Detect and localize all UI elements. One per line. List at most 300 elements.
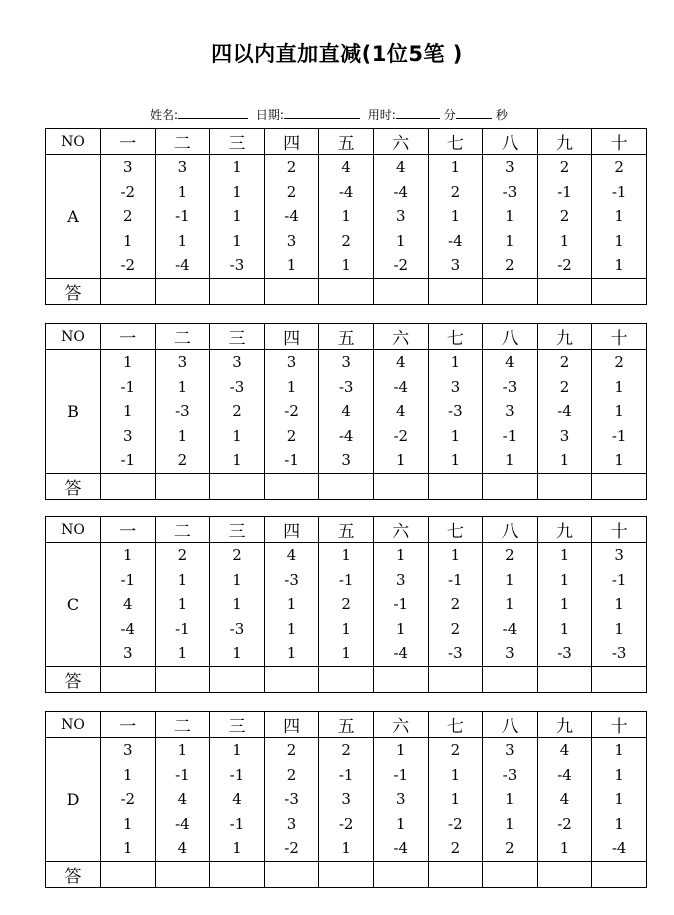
addend: 1 [232,207,242,226]
addend: 3 [450,377,461,396]
addend: 4 [232,790,242,809]
addend: 2 [450,839,461,858]
addend: 1 [177,426,188,445]
addend: 2 [286,182,297,201]
addend: 1 [614,765,624,784]
addend: 4 [286,546,297,565]
addend: -2 [120,256,136,275]
addend: 3 [505,644,515,663]
addend: 3 [123,426,133,445]
addend: 3 [341,451,351,470]
addend: 1 [614,207,624,226]
problem-cell [155,543,210,667]
column-header: 九 [537,129,592,155]
problem-cell [264,350,319,474]
problem-cell [373,350,428,474]
addend: 1 [341,546,351,565]
problem-cell [428,350,483,474]
page-title: 四以内直加直减(1位5笔 ) [211,42,463,66]
problem-cell [264,543,319,667]
addend: 1 [559,546,570,565]
name-label: 姓名: [150,108,179,122]
addend: -1 [229,814,245,833]
addend: 1 [614,741,624,760]
column-header: 八 [483,517,538,543]
addend: -4 [393,839,409,858]
answer-cell[interactable] [319,667,374,693]
date-field[interactable] [284,107,360,119]
addend: 1 [505,231,515,250]
column-header: 二 [155,129,210,155]
addend: 2 [177,546,188,565]
addend: -2 [120,790,136,809]
addend: -4 [393,377,409,396]
addend: 2 [450,595,461,614]
addend: 3 [123,644,133,663]
addend: 1 [232,644,242,663]
addend: 2 [614,353,624,372]
answer-cell[interactable] [101,862,156,888]
addend: 1 [505,595,515,614]
addend: -3 [284,790,299,809]
addend: 3 [286,814,297,833]
answer-cell[interactable] [210,667,265,693]
addend: 4 [395,353,406,372]
answer-cell[interactable] [537,279,592,305]
addend: -1 [448,570,463,589]
addend: 1 [450,426,461,445]
addend: -1 [393,595,409,614]
addend: 4 [123,595,133,614]
column-header: 六 [373,712,428,738]
addend: 1 [341,256,351,275]
addend: 3 [177,158,188,177]
column-header: 十 [592,712,647,738]
answer-cell[interactable] [210,862,265,888]
header-row [46,129,647,155]
column-header: 十 [592,129,647,155]
addend: -3 [502,765,518,784]
addend: 1 [177,231,188,250]
addend: -4 [393,182,409,201]
column-header: 一 [101,517,156,543]
addend: 3 [341,353,351,372]
answer-cell[interactable] [264,862,319,888]
column-header: 七 [428,324,483,350]
addend: -1 [393,765,409,784]
addend: -3 [338,377,354,396]
no-header: NO [46,129,101,155]
addend: 4 [505,353,515,372]
addend: -1 [120,570,136,589]
addend: 1 [505,570,515,589]
addend: -1 [338,570,354,589]
addend: 1 [123,546,133,565]
addend: -4 [502,619,518,638]
answer-cell[interactable] [428,279,483,305]
addend: 2 [559,207,570,226]
addend: -3 [448,644,463,663]
column-header: 四 [264,712,319,738]
no-header: NO [46,517,101,543]
addend: 1 [341,619,351,638]
addend: 2 [450,182,461,201]
seconds-label: 秒 [495,108,508,122]
addend: 1 [450,790,461,809]
addend: 2 [286,741,297,760]
addend: -3 [502,377,518,396]
addend: 3 [395,790,406,809]
problems-row [46,350,647,474]
answer-cell[interactable] [373,667,428,693]
answer-cell[interactable] [373,862,428,888]
answer-cell[interactable] [319,279,374,305]
addend: 1 [559,451,570,470]
addend: -2 [557,814,572,833]
addend: 1 [614,451,624,470]
addend: 2 [559,377,570,396]
group-label: C [46,543,101,667]
answer-cell[interactable] [155,279,210,305]
addend: 2 [505,839,515,858]
addend: 1 [232,570,242,589]
column-header: 四 [264,129,319,155]
problem-cell [373,543,428,667]
column-header: 五 [319,712,374,738]
answer-cell[interactable] [537,862,592,888]
addend: -3 [284,570,299,589]
addend: 1 [123,402,133,421]
column-header: 二 [155,324,210,350]
addend: 2 [232,402,242,421]
addend: 1 [559,839,570,858]
addend: 1 [232,839,242,858]
answer-cell[interactable] [319,474,374,500]
column-header: 十 [592,517,647,543]
column-header: 三 [210,129,265,155]
column-header: 三 [210,324,265,350]
addend: 1 [614,231,624,250]
answer-cell[interactable] [537,474,592,500]
problems-row [46,155,647,279]
answer-cell[interactable] [428,474,483,500]
addend: -3 [611,644,627,663]
column-header: 三 [210,712,265,738]
problem-cell [264,155,319,279]
addend: 1 [232,158,242,177]
answer-cell[interactable] [264,279,319,305]
group-label: B [46,350,101,474]
addend: -2 [338,814,354,833]
addend: 3 [177,353,188,372]
addend: -4 [284,207,299,226]
addend: 1 [123,814,133,833]
answer-row [46,279,647,305]
addend: -3 [229,377,245,396]
answer-cell[interactable] [101,474,156,500]
column-header: 一 [101,129,156,155]
problem-cell [210,155,265,279]
problem-cell [101,738,156,862]
addend: -1 [284,451,299,470]
problem-cell [210,738,265,862]
problem-cell [319,350,374,474]
group-label: A [46,155,101,279]
problems-row [46,738,647,862]
answer-label: 答 [46,667,101,693]
answer-cell[interactable] [264,667,319,693]
addend: 1 [395,741,406,760]
addend: 1 [450,546,461,565]
problem-cell [210,543,265,667]
addend: -4 [393,644,409,663]
addend: 1 [450,451,461,470]
time-label: 用时: [367,108,396,122]
addend: -2 [557,256,572,275]
name-field[interactable] [178,107,248,119]
problem-cell [592,350,647,474]
addend: 2 [505,256,515,275]
addend: 1 [505,451,515,470]
answer-row [46,862,647,888]
addend: 1 [614,402,624,421]
addend: -3 [557,644,572,663]
addend: 2 [232,546,242,565]
addend: 1 [505,814,515,833]
addend: 3 [559,426,570,445]
addend: 1 [177,377,188,396]
addend: 1 [614,595,624,614]
problem-cell [537,155,592,279]
addend: 3 [123,158,133,177]
addend: 1 [559,570,570,589]
addend: -4 [120,619,136,638]
addend: -3 [175,402,190,421]
addend: 1 [395,619,406,638]
addend: 1 [614,619,624,638]
answer-cell[interactable] [483,474,538,500]
problem-cell [210,350,265,474]
addend: 3 [232,353,242,372]
addend: 2 [286,765,297,784]
addend: 1 [614,790,624,809]
addend: 3 [395,207,406,226]
column-header: 八 [483,324,538,350]
date-label: 日期: [255,108,284,122]
column-header: 二 [155,517,210,543]
addend: 1 [232,182,242,201]
addend: 1 [123,839,133,858]
addend: 1 [614,256,624,275]
addend: -2 [284,402,299,421]
addend: 1 [123,765,133,784]
column-header: 五 [319,324,374,350]
answer-label: 答 [46,862,101,888]
answer-cell[interactable] [101,279,156,305]
addend: -1 [502,426,518,445]
problem-cell [483,738,538,862]
addend: 4 [559,790,570,809]
column-header: 一 [101,712,156,738]
column-header: 四 [264,324,319,350]
answer-cell[interactable] [592,667,647,693]
addend: 1 [232,595,242,614]
answer-cell[interactable] [483,667,538,693]
column-header: 八 [483,129,538,155]
addend: 1 [614,377,624,396]
seconds-field[interactable] [456,107,492,119]
column-header: 一 [101,324,156,350]
addend: -4 [611,839,627,858]
answer-cell[interactable] [483,862,538,888]
problem-cell [428,155,483,279]
addend: -3 [502,182,518,201]
addend: -1 [611,426,627,445]
problem-cell [537,350,592,474]
answer-cell[interactable] [210,279,265,305]
problem-cell [101,543,156,667]
addend: -2 [448,814,463,833]
column-header: 五 [319,129,374,155]
addend: 1 [286,377,297,396]
answer-cell[interactable] [537,667,592,693]
addend: 2 [559,353,570,372]
answer-row [46,667,647,693]
addend: 1 [232,741,242,760]
problem-cell [319,738,374,862]
problems-row [46,543,647,667]
answer-cell[interactable] [428,862,483,888]
answer-cell[interactable] [428,667,483,693]
addend: 1 [232,426,242,445]
answer-cell[interactable] [483,279,538,305]
addend: -1 [229,765,245,784]
column-header: 九 [537,324,592,350]
addend: 1 [232,231,242,250]
answer-cell[interactable] [373,474,428,500]
answer-cell[interactable] [155,474,210,500]
addend: 1 [177,570,188,589]
addend: -1 [175,207,190,226]
addend: 1 [232,451,242,470]
no-header: NO [46,712,101,738]
addend: 2 [341,231,351,250]
answer-cell[interactable] [592,862,647,888]
addend: 2 [450,741,461,760]
addend: 1 [123,353,133,372]
problem-table [45,323,647,500]
addend: -1 [120,451,136,470]
problem-table [45,516,647,693]
addend: 3 [505,402,515,421]
answer-cell[interactable] [155,667,210,693]
column-header: 六 [373,129,428,155]
problem-cell [319,543,374,667]
answer-cell[interactable] [592,279,647,305]
answer-cell[interactable] [264,474,319,500]
problem-cell [483,543,538,667]
addend: 2 [559,158,570,177]
problem-cell [428,543,483,667]
addend: 4 [177,790,188,809]
problem-cell [155,155,210,279]
addend: 1 [341,839,351,858]
addend: 2 [286,158,297,177]
problem-cell [101,350,156,474]
answer-cell[interactable] [592,474,647,500]
answer-cell[interactable] [101,667,156,693]
column-header: 六 [373,324,428,350]
addend: 2 [614,158,624,177]
addend: 1 [450,207,461,226]
addend: -2 [393,256,409,275]
problem-cell [155,738,210,862]
addend: -4 [557,402,572,421]
addend: 1 [286,256,297,275]
addend: 1 [505,790,515,809]
problem-cell [483,155,538,279]
addend: 1 [286,644,297,663]
addend: -4 [448,231,463,250]
addend: 1 [614,814,624,833]
problem-cell [428,738,483,862]
addend: 1 [341,207,351,226]
addend: 4 [341,158,351,177]
addend: 3 [286,231,297,250]
addend: 3 [286,353,297,372]
header-row [46,324,647,350]
answer-cell[interactable] [319,862,374,888]
addend: 2 [286,426,297,445]
column-header: 九 [537,517,592,543]
addend: -1 [611,182,627,201]
header-row [46,517,647,543]
minutes-field[interactable] [396,107,440,119]
column-header: 七 [428,517,483,543]
column-header: 九 [537,712,592,738]
no-header: NO [46,324,101,350]
addend: -4 [338,426,354,445]
addend: 3 [614,546,624,565]
addend: 3 [450,256,461,275]
addend: -2 [393,426,409,445]
addend: 3 [505,741,515,760]
problem-cell [373,738,428,862]
answer-cell[interactable] [373,279,428,305]
addend: -3 [229,619,245,638]
addend: 1 [286,619,297,638]
addend: 2 [341,741,351,760]
answer-cell[interactable] [155,862,210,888]
problem-cell [592,155,647,279]
addend: -1 [557,182,572,201]
addend: 1 [286,595,297,614]
column-header: 七 [428,712,483,738]
column-header: 三 [210,517,265,543]
column-header: 六 [373,517,428,543]
column-header: 八 [483,712,538,738]
addend: -1 [175,765,190,784]
addend: 3 [395,570,406,589]
problem-cell [483,350,538,474]
addend: 1 [177,741,188,760]
addend: -2 [284,839,299,858]
answer-cell[interactable] [210,474,265,500]
header-row [46,712,647,738]
answer-label: 答 [46,474,101,500]
problem-cell [264,738,319,862]
addend: 2 [450,619,461,638]
